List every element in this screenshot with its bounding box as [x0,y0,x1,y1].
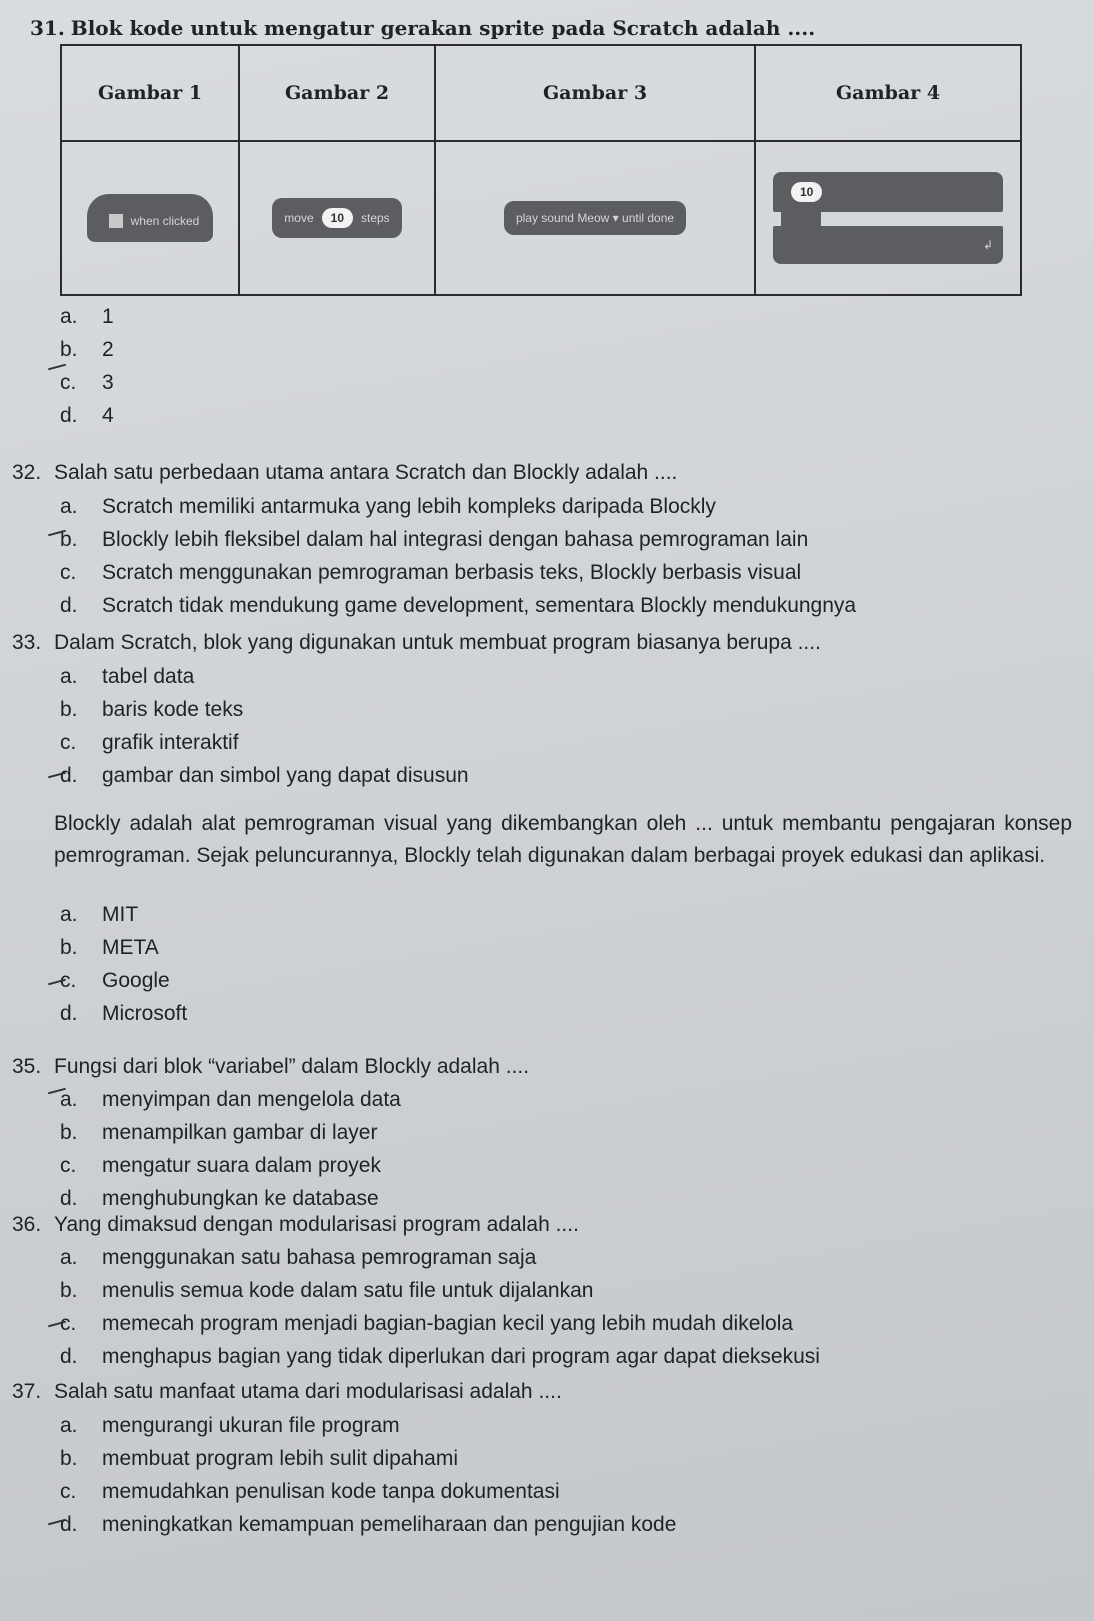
options-32 [60,490,856,622]
question-33: 33. Dalam Scratch, blok yang digunakan untuk membuat program biasanya berupa .... [12,631,821,654]
block4-value: 10 [791,182,822,202]
when-flag-clicked-block [87,194,214,243]
cell-gambar-3 [435,141,755,295]
play-sound-block: play sound Meow ▾ until done [504,201,686,235]
repeat-block-top [773,172,1003,212]
question-37: 37. Salah satu manfaat utama dari modularisasi adalah .... [12,1380,562,1403]
option-a[interactable]: a. menggunakan satu bahasa pemrograman saja [60,1246,537,1269]
question-number: 31. [30,16,65,40]
options-37 [60,1409,676,1541]
header-gambar-1: Gambar 1 [61,45,239,141]
option-c[interactable]: c. Google [60,969,170,992]
header-gambar-3: Gambar 3 [435,45,755,141]
option-a[interactable]: a. Scratch memiliki antarmuka yang lebih kompleks daripada Blockly [60,495,716,518]
option-d[interactable]: d. gambar dan simbol yang dapat disusun [60,764,469,787]
cell-gambar-1 [61,141,239,295]
options-34 [60,898,187,1030]
cell-gambar-2 [239,141,435,295]
option-c[interactable]: c. grafik interaktif [60,731,239,754]
option-c[interactable]: c. memudahkan penulisan kode tanpa dokumentasi [60,1480,560,1503]
option-d[interactable]: d. Microsoft [60,1002,188,1025]
option-a[interactable]: a. tabel data [60,665,195,688]
option-b[interactable]: b. META [60,936,159,959]
header-gambar-2: Gambar 2 [239,45,435,141]
cell-gambar-4 [755,141,1021,295]
option-b[interactable]: b. Blockly lebih fleksibel dalam hal integrasi dengan bahasa pemrograman lain [60,528,809,551]
option-d[interactable]: d. menghubungkan ke database [60,1187,379,1210]
option-d[interactable]: d. 4 [60,404,114,427]
option-c[interactable]: c. memecah program menjadi bagian-bagian kecil yang lebih mudah dikelola [60,1312,794,1335]
option-b[interactable]: b. membuat program lebih sulit dipahami [60,1447,459,1470]
option-c[interactable]: c. Scratch menggunakan pemrograman berbasis teks, Blockly berbasis visual [60,561,802,584]
question-35: 35. Fungsi dari blok “variabel” dalam Blockly adalah .... [12,1055,530,1078]
header-gambar-4: Gambar 4 [755,45,1021,141]
question-text: Blok kode untuk mengatur gerakan sprite pada Scratch adalah .... [70,16,816,40]
question-36: 36. Yang dimaksud dengan modularisasi program adalah .... [12,1213,579,1236]
option-b[interactable]: b. menulis semua kode dalam satu file untuk dijalankan [60,1279,594,1302]
option-d[interactable]: d. meningkatkan kemampuan pemeliharaan dan pengujian kode [60,1513,677,1536]
block2-value: 10 [322,208,353,228]
options-31 [60,300,114,432]
block2-left: move [284,211,314,225]
option-c[interactable]: c. 3 [60,371,114,394]
scratch-blocks-table [60,44,1022,296]
option-a[interactable]: a. MIT [60,903,139,926]
repeat-block-arm [781,212,821,226]
options-36 [60,1241,820,1373]
question-32: 32. Salah satu perbedaan utama antara Scratch dan Blockly adalah .... [12,461,678,484]
green-flag-icon [109,214,123,228]
option-d[interactable]: d. menghapus bagian yang tidak diperlukan dari program agar dapat dieksekusi [60,1345,820,1368]
question-31 [30,16,815,40]
option-b[interactable]: b. menampilkan gambar di layer [60,1121,378,1144]
option-d[interactable]: d. Scratch tidak mendukung game development, sementara Blockly mendukungnya [60,594,857,617]
repeat-block-bottom: ↲ [773,226,1003,264]
block2-right: steps [361,211,390,225]
options-35 [60,1083,401,1215]
block1-label: when clicked [130,213,200,228]
move-steps-block [272,198,401,238]
question-34: Blockly adalah alat pemrograman visual yang dikembangkan oleh ... untuk membantu pengajaran konsep pemrograman. Sejak peluncurannya, Blockly telah digunakan dalam berbagai proyek edukasi dan aplikasi. [54,812,1072,867]
repeat-block [773,172,1003,264]
option-a[interactable]: a. menyimpan dan mengelola data [60,1088,401,1111]
option-c[interactable]: c. mengatur suara dalam proyek [60,1154,381,1177]
options-33 [60,660,469,792]
option-a[interactable]: a. 1 [60,305,114,328]
option-b[interactable]: b. baris kode teks [60,698,244,721]
option-a[interactable]: a. mengurangi ukuran file program [60,1414,400,1437]
option-b[interactable]: b. 2 [60,338,114,361]
